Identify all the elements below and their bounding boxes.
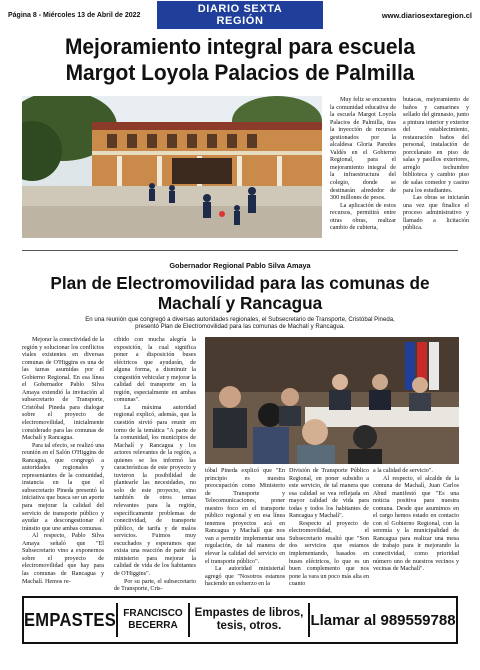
headline-electromobility (8, 274, 472, 313)
paragraph: cibido con mucha alegría la exposición, la cual significa poner a disposición buses eléctricos que ayudarán, de alguna forma, a disminuir la congestión vehicular y mejorar la calidad del transporte en la región, especialmente en ambas comunas". (114, 337, 196, 404)
paragraph: Al respecto, Pablo Silva Amaya señaló que "El Subsecretario vino a exponernos sobre el proyecto de electromovilidad que hay para las comunas de Rancagua y Machalí. Hemos re- (22, 533, 104, 585)
paragraph: Respecto al proyecto de electromovilidad, el Subsecretario resaltó que "Son dos servicios que estamos implementando, basados en buses eléctricos, lo que es un buen complemento que nos pone la vara un poco más alta en cuanto (289, 520, 369, 588)
electromobility-article-col-3 (205, 468, 285, 589)
paragraph: tóbal Pineda explicó que "En principio es nuestra preocupación como Ministerio de Transporte y Telecomunicaciones, poner nuestro foco en el transporte público regional y en esa línea tenemos proyectos acá en Rancagua y Machalí que nos van a permitir implementar una regulación, de tal manera de elevar la calidad del servicio en el transporte público". (205, 468, 285, 565)
paragraph: butacas, mejoramiento de baños y camarines y sellado del gimnasio, junto a pintura interior y exterior del establecimiento, restauración baños del personal, instalación de porcelanato en piso de salas y pasillos exteriores, arreglo techumbre biblioteca y cambio piso de salas comedor y casino para los estudiantes. (403, 97, 469, 194)
paragraph: Mejorar la conectividad de la región y solucionar los conflictos viales existentes en diversas comunas de O'Higgins es una de las tareas asumidas por el Gobierno Regional. En esa línea el Gobernador Pablo Silva Amaya extendió la invitación al subsecretario de Transporte, Cristóbal Pineda para dialogar sobre el proyecto de electromovilidad, inicialmente considerado para las comunas de Machalí y Rancagua. (22, 337, 104, 442)
ad-phone: Llamar al 989559788 (310, 611, 456, 629)
paragraph: Al respecto, el alcalde de la comuna de Machalí, Juan Carlos Abud manifestó que "Es una noticia positiva para nuestra comuna. Desde que asumimos en el cargo hemos estado en contacto con el Gobierno Regional, con la seremía y la municipalidad de Rancagua para realizar una mesa de trabajo para ir mejorando la conectividad, como prioridad número uno de nuestros vecinos y vecinas de Machalí". (373, 475, 459, 573)
deck (60, 316, 420, 331)
paragraph: Muy feliz se encuentra la comunidad educativa de la escuela Margot Loyola Palacios de Palmilla, tras la inyección de recursos gestionados por la alcaldesa Gloria Paredes Valdés en el Gobierno Regional, para el mejoramiento integral de la infraestructura del colegio, donde se destinarán alrededor de 300 millones de pesos. (330, 97, 396, 202)
school-photo (22, 96, 322, 238)
deck-line-1: En una reunión que congregó a diversas autoridades regionales, el Subsecretario de Transporte, Cristóbal Pineda, (85, 316, 395, 323)
headline-line-2: Margot Loyola Palacios de Palmilla (65, 60, 415, 85)
electromobility-article-col-1 (22, 337, 104, 586)
paragraph: Para tal efecto, se realizó una reunión en el Salón O'Higgins de Rancagua, que congregó a autoridades regionales y representantes de la comunidad, instancia en la que el subsecretario Pineda presentó la iniciativa que busca ser un aporte para mejorar la calidad del servicio de transporte público y ayudar a descongestionar el tránsito que une ambas comunas. (22, 442, 104, 532)
page-info: Página 8 - Miércoles 13 de Abril de 2022 (8, 11, 141, 19)
paragraph: Por su parte, el subsecretario de Transporte, Cris- (114, 578, 196, 593)
electromobility-article-col-5 (373, 468, 459, 574)
ad-name-line-2: BECERRA (128, 620, 178, 631)
masthead: DIARIO SEXTA REGIÓN (157, 1, 324, 29)
headline-school (24, 34, 456, 86)
site-url[interactable]: www.diariosextaregion.cl (381, 10, 472, 20)
ad-name-line-1: FRANCISCO (123, 608, 183, 619)
ad-slogan: Empastes de libros, tesis, otros. (194, 607, 304, 632)
section-divider (22, 250, 458, 251)
paragraph: Las obras se iniciarán una vez que finalice el proceso administrativo y llamado a licitación pública. (403, 195, 469, 232)
page-header (8, 3, 472, 27)
kicker: Gobernador Regional Pablo Silva Amaya (169, 261, 311, 270)
ad-owner-name (118, 598, 188, 642)
school-article-col-1 (330, 97, 396, 233)
headline-line-1: Mejoramiento integral para escuela (64, 34, 416, 59)
deck-line-2: presentó Plan de Electromovilidad para las comunas de Machalí y Rancagua. (135, 323, 345, 331)
meeting-photo (205, 337, 459, 464)
empastes-ad (22, 596, 458, 644)
paragraph: a la calidad de servicio". (373, 468, 433, 474)
paragraph: La autoridad ministerial agregó que "Nosotros estamos haciendo un esfuerzo en la (205, 566, 285, 588)
ad-brand: EMPASTES (23, 609, 117, 630)
headline-line-1: Plan de Electromovilidad para las comunas de (50, 273, 430, 293)
electromobility-article-col-4 (289, 468, 369, 589)
school-article-col-2 (403, 97, 469, 233)
headline-line-2: Machalí y Rancagua (157, 292, 323, 313)
paragraph: La máxima autoridad regional explicó, además, que la cuestión sirvió para reunir en torno de la temática "A parte de la comunidad, los municipios de Machalí y Rancagua y los actores relevantes de la región, a quienes se les informó las características de este proyecto y tuvieron la posibilidad de plantearle las necesidades, no solo de este proyecto, sino también de otros temas relevantes para la región, específicamente problemas de conectividad, de transporte público, de tarifa y de malos servicios. Fuimos muy escuchados y esperamos que exista una reacción de parte del ministerio para mejorar la calidad de vida de los habitantes de O'Higgins". (114, 404, 196, 577)
electromobility-article-col-2 (114, 337, 196, 594)
paragraph: La aplicación de estos recursos, permitirá entre otras obras, realizar cambio de cubierta, (330, 202, 396, 232)
paragraph: División de Transporte Público Regional, en poner subsidio a este servicio, de tal manera que esa calidad se vea reflejada en mayor calidad de vida para todas y todos los habitantes de Rancagua y Machalí". (289, 468, 369, 520)
